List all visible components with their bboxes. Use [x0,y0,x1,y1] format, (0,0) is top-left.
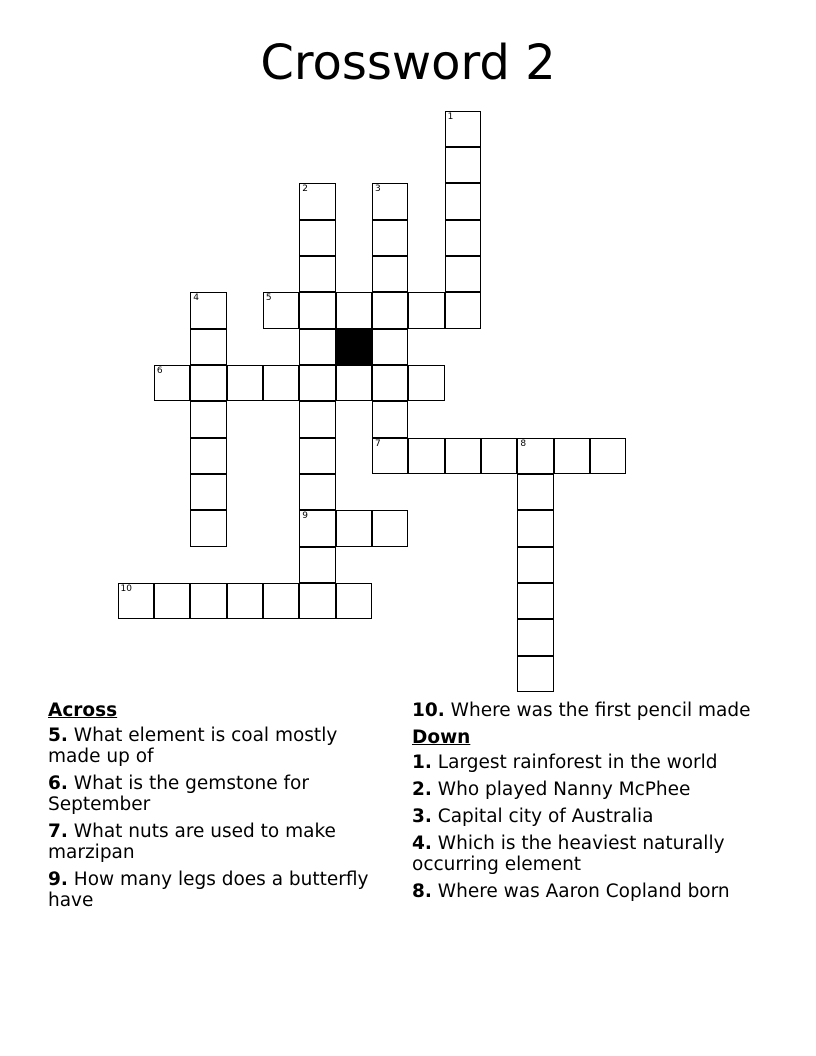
grid-cell[interactable] [299,365,335,401]
grid-cell[interactable] [263,365,299,401]
clue-number-label: 7 [374,438,381,449]
clue-number-label: 8 [520,438,527,449]
grid-cell[interactable] [554,438,590,474]
grid-cell[interactable] [517,510,553,546]
clue-number-label: 5 [265,293,272,304]
clue-number: 9. [48,869,68,890]
grid-cell[interactable] [299,474,335,510]
clue-across-7 [48,821,378,863]
grid-cell[interactable] [299,292,335,328]
grid-cell[interactable] [299,510,335,546]
grid-cell[interactable] [445,256,481,292]
clue-number: 4. [412,833,432,854]
clue-text: What nuts are used to make marzipan [48,821,336,863]
grid-cell[interactable] [481,438,517,474]
clue-across-10 [412,700,762,721]
grid-cell[interactable] [408,292,444,328]
grid-cell[interactable] [445,292,481,328]
grid-cell[interactable] [445,220,481,256]
grid-cell[interactable] [118,583,154,619]
across-heading: Across [48,700,118,721]
grid-cell[interactable] [445,438,481,474]
clue-down-1 [412,752,762,773]
grid-cell[interactable] [336,583,372,619]
grid-cell[interactable] [517,474,553,510]
clue-text: What is the gemstone for September [48,773,309,815]
grid-cell[interactable] [372,438,408,474]
grid-cell[interactable] [190,510,226,546]
clue-number: 8. [412,881,432,902]
grid-cell[interactable] [336,365,372,401]
clue-across-5 [48,725,378,767]
clue-text: Where was the first pencil made [450,700,751,721]
grid-cell[interactable] [517,619,553,655]
grid-cell[interactable] [445,147,481,183]
clue-text: Capital city of Australia [437,806,654,827]
clue-number-label: 3 [374,184,381,195]
clue-down-4 [412,833,762,875]
clue-text: Which is the heaviest naturally occurring element [412,833,725,875]
clue-text: Largest rainforest in the world [437,752,718,773]
clue-number: 1. [412,752,432,773]
clue-number-label: 10 [120,584,132,595]
grid-cell[interactable] [190,329,226,365]
clue-number-label: 9 [302,511,308,522]
clue-number-label: 4 [193,293,199,304]
grid-cell[interactable] [299,583,335,619]
grid-cell[interactable] [408,365,444,401]
grid-cell[interactable] [299,329,335,365]
clue-down-2 [412,779,762,800]
clue-number: 10. [412,700,445,721]
grid-cell[interactable] [263,292,299,328]
clue-text: Where was Aaron Copland born [437,881,730,902]
grid-cell[interactable] [227,583,263,619]
grid-cell[interactable] [299,438,335,474]
grid-cell[interactable] [190,292,226,328]
grid-cell[interactable] [372,401,408,437]
grid-cell[interactable] [299,183,335,219]
grid-cell[interactable] [154,365,190,401]
grid-cell[interactable] [299,220,335,256]
page-title: Crossword 2 [260,35,556,91]
grid-cell[interactable] [154,583,190,619]
grid-cell[interactable] [445,183,481,219]
grid-cell[interactable] [517,547,553,583]
clues-right-column [412,700,762,908]
grid-cell[interactable] [372,292,408,328]
grid-cell[interactable] [190,365,226,401]
clue-number: 5. [48,725,68,746]
grid-cell[interactable] [299,256,335,292]
clue-number: 7. [48,821,68,842]
grid-cell[interactable] [445,111,481,147]
clue-across-9 [48,869,378,911]
clue-number-label: 1 [447,111,454,122]
grid-cell[interactable] [190,474,226,510]
clue-number-label: 6 [156,365,163,376]
grid-cell[interactable] [190,401,226,437]
clues-left-column [48,700,378,917]
grid-cell[interactable] [299,547,335,583]
grid-cell[interactable] [590,438,626,474]
clue-number: 6. [48,773,68,794]
black-cell [336,329,372,365]
grid-cell[interactable] [227,365,263,401]
grid-cell[interactable] [372,256,408,292]
clue-number-label: 2 [302,184,308,195]
grid-cell[interactable] [263,583,299,619]
grid-cell[interactable] [517,656,553,692]
grid-cell[interactable] [299,401,335,437]
clue-across-6 [48,773,378,815]
down-heading: Down [412,727,471,748]
clue-down-3 [412,806,762,827]
grid-cell[interactable] [190,438,226,474]
clue-number: 3. [412,806,432,827]
grid-cell[interactable] [336,292,372,328]
grid-cell[interactable] [408,438,444,474]
grid-cell[interactable] [517,438,553,474]
clue-number: 2. [412,779,432,800]
clue-text: Who played Nanny McPhee [437,779,691,800]
grid-cell[interactable] [517,583,553,619]
clue-text: What element is coal mostly made up of [48,725,338,767]
clue-down-8 [412,881,762,902]
clue-text: How many legs does a butterfly have [48,869,369,911]
grid-cell[interactable] [336,510,372,546]
grid-cell[interactable] [372,329,408,365]
grid-cell[interactable] [372,220,408,256]
grid-cell[interactable] [372,183,408,219]
grid-cell[interactable] [372,365,408,401]
grid-cell[interactable] [190,583,226,619]
grid-cell[interactable] [372,510,408,546]
